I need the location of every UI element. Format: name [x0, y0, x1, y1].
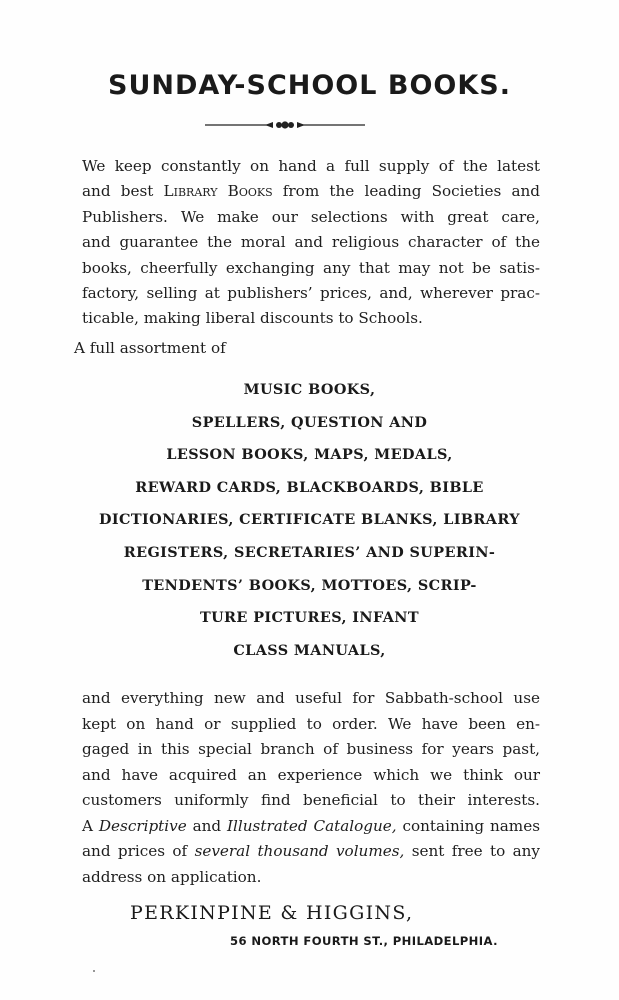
catalogue-italic: Illustrated Catalogue, — [227, 816, 397, 835]
closing-line: kept on hand or supplied to order. We have been en- — [82, 714, 540, 733]
product-line: SPELLERS, QUESTION AND — [191, 413, 428, 431]
intro-line: books, cheerfully exchanging any that may not be satis- — [82, 258, 540, 277]
product-line: REWARD CARDS, BLACKBOARDS, BIBLE — [135, 478, 484, 496]
intro-paragraph — [82, 154, 540, 332]
page-title: SUNDAY-SCHOOL BOOKS. — [108, 70, 511, 101]
closing-line: and everything new and useful for Sabbath-school use — [82, 689, 540, 707]
product-line: TENDENTS’ BOOKS, MOTTOES, SCRIP- — [142, 576, 477, 594]
assortment-lead: A full assortment of — [74, 339, 226, 357]
intro-line: factory, selling at publishers’ prices, and, wherever prac- — [82, 284, 540, 303]
intro-line: and best Library Books from the leading Societies and — [82, 182, 541, 201]
intro-line: and guarantee the moral and religious character of the — [82, 233, 540, 252]
volumes-italic: several thousand volumes, — [194, 842, 405, 860]
closing-line: and prices of several thousand volumes, sent free to any — [82, 842, 541, 860]
descriptive-italic: Descriptive — [98, 816, 187, 835]
product-line: REGISTERS, SECRETARIES’ AND SUPERIN- — [123, 543, 496, 561]
product-line: CLASS MANUALS, — [233, 641, 386, 659]
product-line: DICTIONARIES, CERTIFICATE BLANKS, LIBRARY — [99, 511, 520, 529]
closing-line: and have acquired an experience which we think our — [82, 765, 540, 784]
product-list — [0, 374, 619, 667]
library-smallcaps: Library — [163, 182, 218, 201]
closing-line: address on application. — [82, 867, 262, 886]
product-line: TURE PICTURES, INFANT — [200, 609, 419, 627]
firm-address: 56 NORTH FOURTH ST., PHILADELPHIA. — [230, 934, 498, 948]
paper-speck — [93, 970, 95, 972]
books-smallcaps: Books — [227, 182, 273, 201]
product-line: MUSIC BOOKS, — [243, 381, 376, 398]
closing-line: customers uniformly find beneficial to their interests. — [82, 791, 540, 809]
closing-paragraph — [82, 686, 540, 890]
intro-line: Publishers. We make our selections with great care, — [82, 207, 540, 226]
closing-line: A Descriptive and Illustrated Catalogue, containing names — [82, 816, 540, 835]
intro-line: ticable, making liberal discounts to Schools. — [82, 309, 423, 328]
product-line: LESSON BOOKS, MAPS, MEDALS, — [166, 446, 453, 464]
closing-line: gaged in this special branch of business for years past, — [82, 740, 540, 758]
firm-name: PERKINPINE & HIGGINS, — [130, 902, 414, 924]
ornamental-divider — [205, 118, 365, 132]
intro-line: We keep constantly on hand a full supply of the latest — [82, 157, 540, 175]
